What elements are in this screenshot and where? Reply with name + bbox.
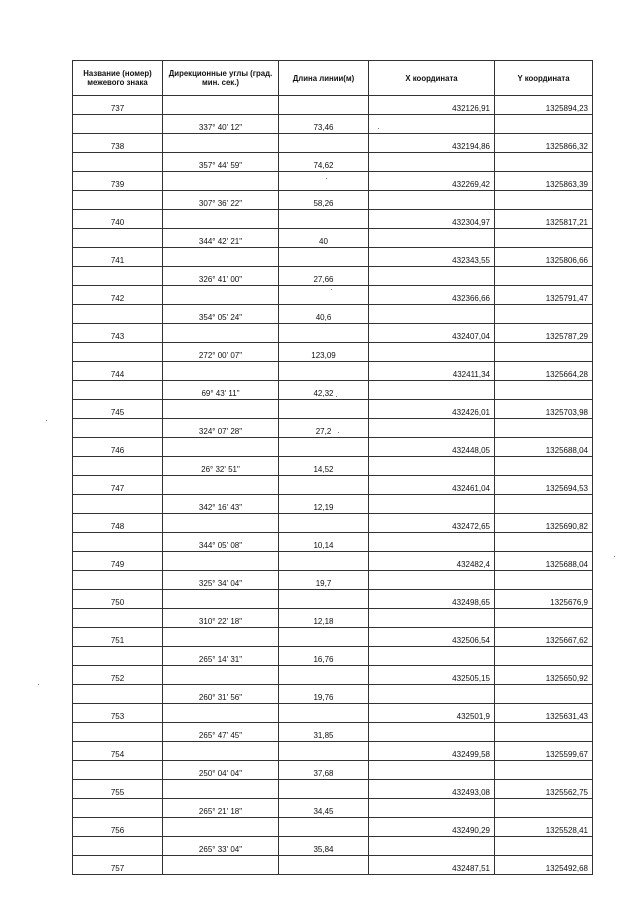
length-cell [279,742,369,761]
point-name-cell: 739 [73,172,163,191]
table-row [73,666,593,685]
bearing-cell: 344° 05' 08" [163,533,279,552]
x-coordinate-cell: 432490,29 [369,818,495,837]
length-cell [279,628,369,647]
y-coordinate-cell: 1325694,53 [495,476,593,495]
table-row [73,96,593,115]
scan-speck [336,396,337,397]
point-name-cell: 749 [73,552,163,571]
x-coordinate-cell [369,381,495,400]
y-coordinate-cell: 1325528,41 [495,818,593,837]
table-row [73,210,593,229]
scan-speck [614,556,615,557]
point-name-cell [73,267,163,286]
bearing-cell: 265° 14' 31" [163,647,279,666]
length-cell [279,210,369,229]
x-coordinate-cell: 432499,58 [369,742,495,761]
length-cell: 16,76 [279,647,369,666]
bearing-cell: 250° 04' 04" [163,761,279,780]
table-row [73,856,593,875]
x-coordinate-cell [369,229,495,248]
length-cell [279,514,369,533]
table-row [73,609,593,628]
y-coordinate-cell [495,343,593,362]
point-name-cell [73,799,163,818]
x-coordinate-cell [369,799,495,818]
bearing-cell: 326° 41' 00" [163,267,279,286]
table-row [73,590,593,609]
table-row [73,286,593,305]
y-coordinate-cell: 1325688,04 [495,438,593,457]
length-cell: 12,19 [279,495,369,514]
length-cell: 19,76 [279,685,369,704]
x-coordinate-cell: 432493,08 [369,780,495,799]
length-cell: 27,66 [279,267,369,286]
x-coordinate-cell: 432498,65 [369,590,495,609]
point-name-cell: 755 [73,780,163,799]
bearing-cell [163,400,279,419]
bearing-cell [163,856,279,875]
bearing-cell [163,628,279,647]
x-coordinate-cell [369,761,495,780]
bearing-cell: 272° 00' 07" [163,343,279,362]
point-name-cell: 748 [73,514,163,533]
table-row [73,248,593,267]
bearing-cell [163,514,279,533]
header-x: X координата [369,61,495,96]
x-coordinate-cell: 432407,04 [369,324,495,343]
length-cell: 27,2 [279,419,369,438]
table-row [73,457,593,476]
bearing-cell [163,780,279,799]
bearing-cell [163,362,279,381]
bearing-cell: 324° 07' 28" [163,419,279,438]
point-name-cell [73,495,163,514]
x-coordinate-cell [369,419,495,438]
point-name-cell: 743 [73,324,163,343]
bearing-cell: 26° 32' 51" [163,457,279,476]
length-cell: 19,7 [279,571,369,590]
point-name-cell [73,305,163,324]
point-name-cell [73,343,163,362]
length-cell: 40,6 [279,305,369,324]
point-name-cell: 750 [73,590,163,609]
length-cell [279,134,369,153]
bearing-cell [163,324,279,343]
table-header-row [73,61,593,96]
length-cell: 35,84 [279,837,369,856]
length-cell: 34,45 [279,799,369,818]
length-cell [279,666,369,685]
y-coordinate-cell: 1325791,47 [495,286,593,305]
x-coordinate-cell [369,837,495,856]
header-angle: Дирекционные углы (град. мин. сек.) [163,61,279,96]
y-coordinate-cell: 1325650,92 [495,666,593,685]
bearing-cell: 325° 34' 04" [163,571,279,590]
length-cell [279,96,369,115]
table-row [73,685,593,704]
point-name-cell: 737 [73,96,163,115]
x-coordinate-cell [369,267,495,286]
scan-speck [378,128,379,129]
point-name-cell [73,571,163,590]
bearing-cell [163,172,279,191]
length-cell: 14,52 [279,457,369,476]
x-coordinate-cell [369,533,495,552]
y-coordinate-cell [495,229,593,248]
y-coordinate-cell [495,571,593,590]
table-row [73,438,593,457]
y-coordinate-cell: 1325894,23 [495,96,593,115]
x-coordinate-cell [369,685,495,704]
point-name-cell [73,153,163,172]
bearing-cell: 265° 33' 04" [163,837,279,856]
bearing-cell: 337° 40' 12" [163,115,279,134]
length-cell [279,704,369,723]
bearing-cell [163,552,279,571]
bearing-cell [163,704,279,723]
x-coordinate-cell [369,609,495,628]
y-coordinate-cell: 1325562,75 [495,780,593,799]
point-name-cell: 745 [73,400,163,419]
x-coordinate-cell: 432482,4 [369,552,495,571]
bearing-cell [163,96,279,115]
boundary-coordinates-table [72,60,593,875]
length-cell [279,552,369,571]
length-cell [279,590,369,609]
point-name-cell: 738 [73,134,163,153]
bearing-cell: 342° 16' 43" [163,495,279,514]
table-row [73,761,593,780]
table-row [73,514,593,533]
x-coordinate-cell: 432501,9 [369,704,495,723]
scan-speck [38,684,39,685]
x-coordinate-cell [369,571,495,590]
bearing-cell: 357° 44' 59" [163,153,279,172]
y-coordinate-cell: 1325787,29 [495,324,593,343]
length-cell: 58,26 [279,191,369,210]
table-row [73,134,593,153]
length-cell: 74,62 [279,153,369,172]
table-row [73,229,593,248]
bearing-cell [163,248,279,267]
table-row [73,799,593,818]
y-coordinate-cell: 1325599,67 [495,742,593,761]
y-coordinate-cell [495,609,593,628]
point-name-cell [73,723,163,742]
x-coordinate-cell: 432506,54 [369,628,495,647]
y-coordinate-cell: 1325863,39 [495,172,593,191]
bearing-cell [163,666,279,685]
bearing-cell: 265° 21' 18" [163,799,279,818]
point-name-cell [73,229,163,248]
bearing-cell [163,134,279,153]
point-name-cell [73,685,163,704]
bearing-cell: 69° 43' 11" [163,381,279,400]
point-name-cell: 741 [73,248,163,267]
point-name-cell: 747 [73,476,163,495]
point-name-cell [73,115,163,134]
x-coordinate-cell: 432126,91 [369,96,495,115]
length-cell [279,780,369,799]
x-coordinate-cell: 432269,42 [369,172,495,191]
point-name-cell: 744 [73,362,163,381]
table-row [73,153,593,172]
y-coordinate-cell: 1325688,04 [495,552,593,571]
x-coordinate-cell [369,343,495,362]
x-coordinate-cell: 432487,51 [369,856,495,875]
y-coordinate-cell [495,723,593,742]
x-coordinate-cell [369,305,495,324]
y-coordinate-cell [495,381,593,400]
y-coordinate-cell: 1325817,21 [495,210,593,229]
x-coordinate-cell [369,723,495,742]
point-name-cell: 757 [73,856,163,875]
table-row [73,324,593,343]
point-name-cell: 754 [73,742,163,761]
point-name-cell: 753 [73,704,163,723]
length-cell: 37,68 [279,761,369,780]
length-cell: 40 [279,229,369,248]
y-coordinate-cell: 1325664,28 [495,362,593,381]
point-name-cell [73,761,163,780]
point-name-cell [73,457,163,476]
x-coordinate-cell: 432411,34 [369,362,495,381]
y-coordinate-cell: 1325703,98 [495,400,593,419]
bearing-cell [163,476,279,495]
bearing-cell: 344° 42' 21" [163,229,279,248]
bearing-cell: 354° 05' 24" [163,305,279,324]
point-name-cell: 742 [73,286,163,305]
x-coordinate-cell: 432461,04 [369,476,495,495]
table-row [73,267,593,286]
table-row [73,419,593,438]
x-coordinate-cell: 432426,01 [369,400,495,419]
bearing-cell: 260° 31' 56" [163,685,279,704]
length-cell: 12,18 [279,609,369,628]
table-row [73,704,593,723]
scan-speck [326,178,327,179]
length-cell [279,362,369,381]
length-cell: 73,46 [279,115,369,134]
bearing-cell [163,210,279,229]
table-row [73,191,593,210]
y-coordinate-cell [495,761,593,780]
length-cell: 31,85 [279,723,369,742]
x-coordinate-cell: 432304,97 [369,210,495,229]
x-coordinate-cell: 432505,15 [369,666,495,685]
point-name-cell [73,533,163,552]
bearing-cell: 307° 36' 22" [163,191,279,210]
point-name-cell [73,381,163,400]
table-row [73,723,593,742]
table-row [73,305,593,324]
x-coordinate-cell: 432366,66 [369,286,495,305]
scan-speck [331,289,332,290]
table-row [73,742,593,761]
x-coordinate-cell: 432472,65 [369,514,495,533]
table-row [73,837,593,856]
y-coordinate-cell: 1325631,43 [495,704,593,723]
point-name-cell [73,647,163,666]
bearing-cell [163,590,279,609]
x-coordinate-cell [369,153,495,172]
length-cell [279,400,369,419]
table-body [73,96,593,875]
bearing-cell [163,742,279,761]
y-coordinate-cell: 1325866,32 [495,134,593,153]
length-cell: 42,32 [279,381,369,400]
point-name-cell: 752 [73,666,163,685]
table-row [73,533,593,552]
table-row [73,476,593,495]
y-coordinate-cell [495,799,593,818]
y-coordinate-cell [495,533,593,552]
table-row [73,818,593,837]
x-coordinate-cell [369,115,495,134]
length-cell: 10,14 [279,533,369,552]
scan-speck [338,432,339,433]
y-coordinate-cell [495,495,593,514]
y-coordinate-cell [495,457,593,476]
header-y: Y координата [495,61,593,96]
y-coordinate-cell [495,837,593,856]
header-length: Длина линии(м) [279,61,369,96]
table-row [73,628,593,647]
x-coordinate-cell: 432194,86 [369,134,495,153]
bearing-cell [163,818,279,837]
x-coordinate-cell [369,495,495,514]
y-coordinate-cell [495,647,593,666]
table-row [73,647,593,666]
y-coordinate-cell: 1325690,82 [495,514,593,533]
table-row [73,172,593,191]
length-cell [279,476,369,495]
point-name-cell [73,609,163,628]
table-row [73,400,593,419]
table-row [73,362,593,381]
length-cell [279,856,369,875]
x-coordinate-cell [369,647,495,666]
length-cell [279,286,369,305]
length-cell [279,324,369,343]
table-row [73,552,593,571]
point-name-cell: 756 [73,818,163,837]
y-coordinate-cell [495,153,593,172]
y-coordinate-cell: 1325806,66 [495,248,593,267]
table-row [73,780,593,799]
x-coordinate-cell: 432343,55 [369,248,495,267]
header-name: Название (номер) межевого знака [73,61,163,96]
y-coordinate-cell: 1325667,62 [495,628,593,647]
bearing-cell [163,438,279,457]
point-name-cell: 746 [73,438,163,457]
scan-speck [46,420,47,421]
table-row [73,343,593,362]
y-coordinate-cell [495,685,593,704]
x-coordinate-cell [369,191,495,210]
point-name-cell [73,191,163,210]
point-name-cell: 751 [73,628,163,647]
table-row [73,381,593,400]
bearing-cell [163,286,279,305]
y-coordinate-cell [495,267,593,286]
length-cell: 123,09 [279,343,369,362]
table-row [73,115,593,134]
length-cell [279,172,369,191]
table-row [73,495,593,514]
length-cell [279,248,369,267]
y-coordinate-cell [495,305,593,324]
point-name-cell: 740 [73,210,163,229]
x-coordinate-cell: 432448,05 [369,438,495,457]
point-name-cell [73,419,163,438]
y-coordinate-cell: 1325492,68 [495,856,593,875]
point-name-cell [73,837,163,856]
y-coordinate-cell [495,419,593,438]
y-coordinate-cell [495,115,593,134]
x-coordinate-cell [369,457,495,476]
bearing-cell: 265° 47' 45" [163,723,279,742]
length-cell [279,438,369,457]
y-coordinate-cell [495,191,593,210]
y-coordinate-cell: 1325676,9 [495,590,593,609]
bearing-cell: 310° 22' 18" [163,609,279,628]
table-row [73,571,593,590]
length-cell [279,818,369,837]
